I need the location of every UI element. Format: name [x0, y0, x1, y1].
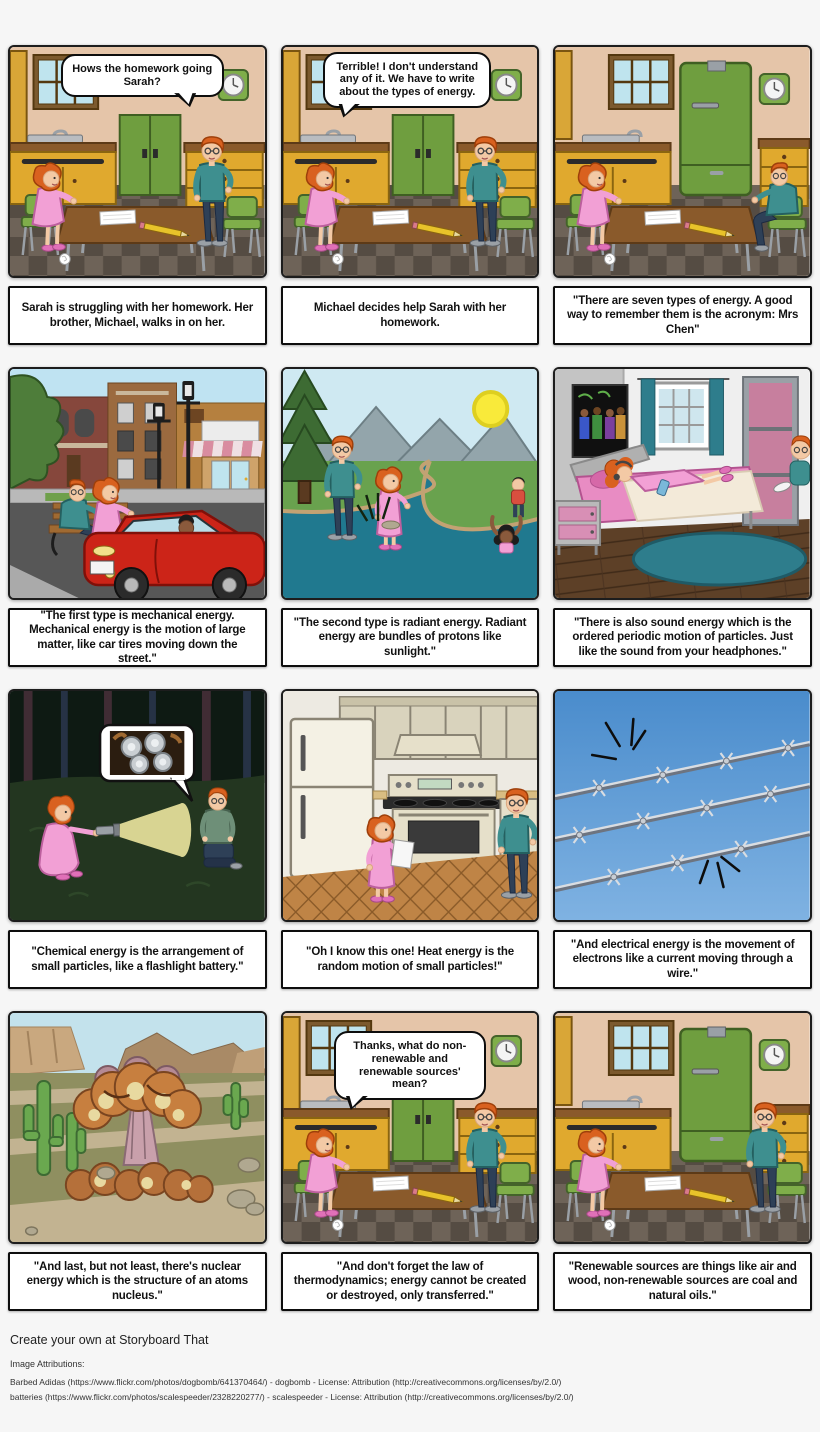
storyboard-row-4	[8, 1011, 812, 1311]
caption-text: Sarah is struggling with her homework. Her brother, Michael, walks in on her.	[21, 302, 254, 329]
caption-text: "Chemical energy is the arrangement of small particles, like a flashlight battery."	[31, 946, 244, 973]
storyboard-cell	[553, 367, 812, 667]
panel-barbed-wire	[553, 689, 812, 922]
speech-bubble	[61, 54, 224, 97]
caption-box	[553, 608, 812, 667]
white-fridge	[290, 719, 372, 877]
storyboard-row-3	[8, 689, 812, 989]
caption-text: "Oh I know this one! Heat energy is the random motion of small particles!"	[306, 946, 514, 973]
storyboard-cell	[281, 367, 540, 667]
caption-box	[8, 1252, 267, 1311]
caption-box	[553, 930, 812, 989]
storyboard-cell	[553, 45, 812, 345]
speech-text: Terrible! I don't understand any of it. We have to write about the types of energy.	[336, 60, 479, 98]
caption-text: "And don't forget the law of thermodynamics; energy cannot be created or destroyed, only transferred."	[293, 1261, 527, 1302]
caption-text: "The first type is mechanical energy. Mechanical energy is the motion of large matter, like car tires moving down the street."	[29, 610, 246, 665]
caption-text: "There are seven types of energy. A good way to remember them is the acronym: Mrs Chen"	[567, 295, 799, 336]
caption-box	[281, 930, 540, 989]
kitchen-fridge-scene-illustration	[555, 1013, 810, 1242]
storyboard-cell	[553, 1011, 812, 1311]
caption-box	[8, 930, 267, 989]
panel-kitchen-2	[281, 45, 540, 278]
bubble-tail	[346, 1096, 368, 1110]
storyboard-row-2	[8, 367, 812, 667]
panel-kitchen-final	[553, 1011, 812, 1244]
rug	[634, 533, 806, 585]
panel-river	[281, 367, 540, 600]
panel-kitchen-1	[8, 45, 267, 278]
night-forest-scene-illustration	[10, 691, 265, 920]
panel-kitchen-question	[281, 1011, 540, 1244]
attributions-title: Image Attributions:	[10, 1359, 85, 1369]
storyboard-cell	[281, 689, 540, 989]
caption-text: Michael decides help Sarah with her homework.	[313, 302, 507, 329]
bedroom-scene-illustration	[555, 369, 810, 598]
caption-text: "And last, but not least, there's nuclear energy which is the structure of an atoms nucleus."	[26, 1261, 248, 1302]
caption-text: "And electrical energy is the movement of electrons like a current moving through a wire."	[570, 939, 795, 980]
panel-street-car	[8, 367, 267, 600]
barbed-wire-photo-illustration	[555, 691, 810, 920]
sun	[474, 392, 507, 426]
speech-text: Thanks, what do non-renewable and renewable sources' mean?	[353, 1040, 467, 1091]
panel-night-flashlight	[8, 689, 267, 922]
storyboard-cell	[8, 45, 267, 345]
attribution-line: Barbed Adidas (https://www.flickr.com/photos/dogbomb/641370464/) - dogbomb - License: Attribution (http://creativecommons.org/licenses/by/2.0/)	[10, 1377, 562, 1387]
storyboard-cell	[8, 1011, 267, 1311]
desert-explosion-scene-illustration	[10, 1013, 265, 1242]
panel-bedroom	[553, 367, 812, 600]
heat-kitchen-scene-illustration	[283, 691, 538, 920]
storyboard-cell	[281, 45, 540, 345]
caption-box	[8, 608, 267, 667]
awning	[182, 441, 262, 457]
panel-cream-kitchen	[281, 689, 540, 922]
storyboard-cell	[8, 689, 267, 989]
river-scene-illustration	[283, 369, 538, 598]
bubble-tail	[338, 104, 360, 118]
street-scene-illustration	[10, 369, 265, 598]
speech-text: Hows the homework going Sarah?	[72, 62, 213, 88]
caption-box	[281, 608, 540, 667]
wall-poster	[573, 385, 628, 457]
caption-box	[553, 286, 812, 345]
attribution-line: batteries (https://www.flickr.com/photos/scalespeeder/2328220277/) - scalespeeder - License: Attribution (http://creativecommons.org/licenses/by/2.0/)	[10, 1391, 574, 1402]
bubble-tail	[174, 93, 196, 107]
kitchen-fridge-scene-illustration	[555, 47, 810, 276]
storyboard-cell	[8, 367, 267, 667]
caption-box	[281, 286, 540, 345]
caption-box	[553, 1252, 812, 1311]
paper	[391, 840, 414, 869]
caption-text: "Renewable sources are things like air and wood, non-renewable sources are coal and natural oils."	[568, 1261, 798, 1302]
caption-box	[8, 286, 267, 345]
speech-bubble	[323, 52, 491, 108]
caption-box	[281, 1252, 540, 1311]
create-your-own-footer: Create your own at Storyboard That	[10, 1333, 209, 1347]
speech-bubble	[334, 1031, 486, 1100]
panel-desert-explosion	[8, 1011, 267, 1244]
caption-text: "The second type is radiant energy. Radiant energy are bundles of protons like sunlight."	[293, 617, 527, 658]
storyboard-cell	[281, 1011, 540, 1311]
panel-kitchen-3	[553, 45, 812, 278]
image-attributions	[10, 1359, 810, 1405]
storyboard-row-1	[8, 45, 812, 345]
caption-text: "There is also sound energy which is the ordered periodic motion of particles. Just like the sound from your headphones."	[572, 617, 793, 658]
window-with-curtains	[638, 379, 730, 455]
storyboard-cell	[553, 689, 812, 989]
